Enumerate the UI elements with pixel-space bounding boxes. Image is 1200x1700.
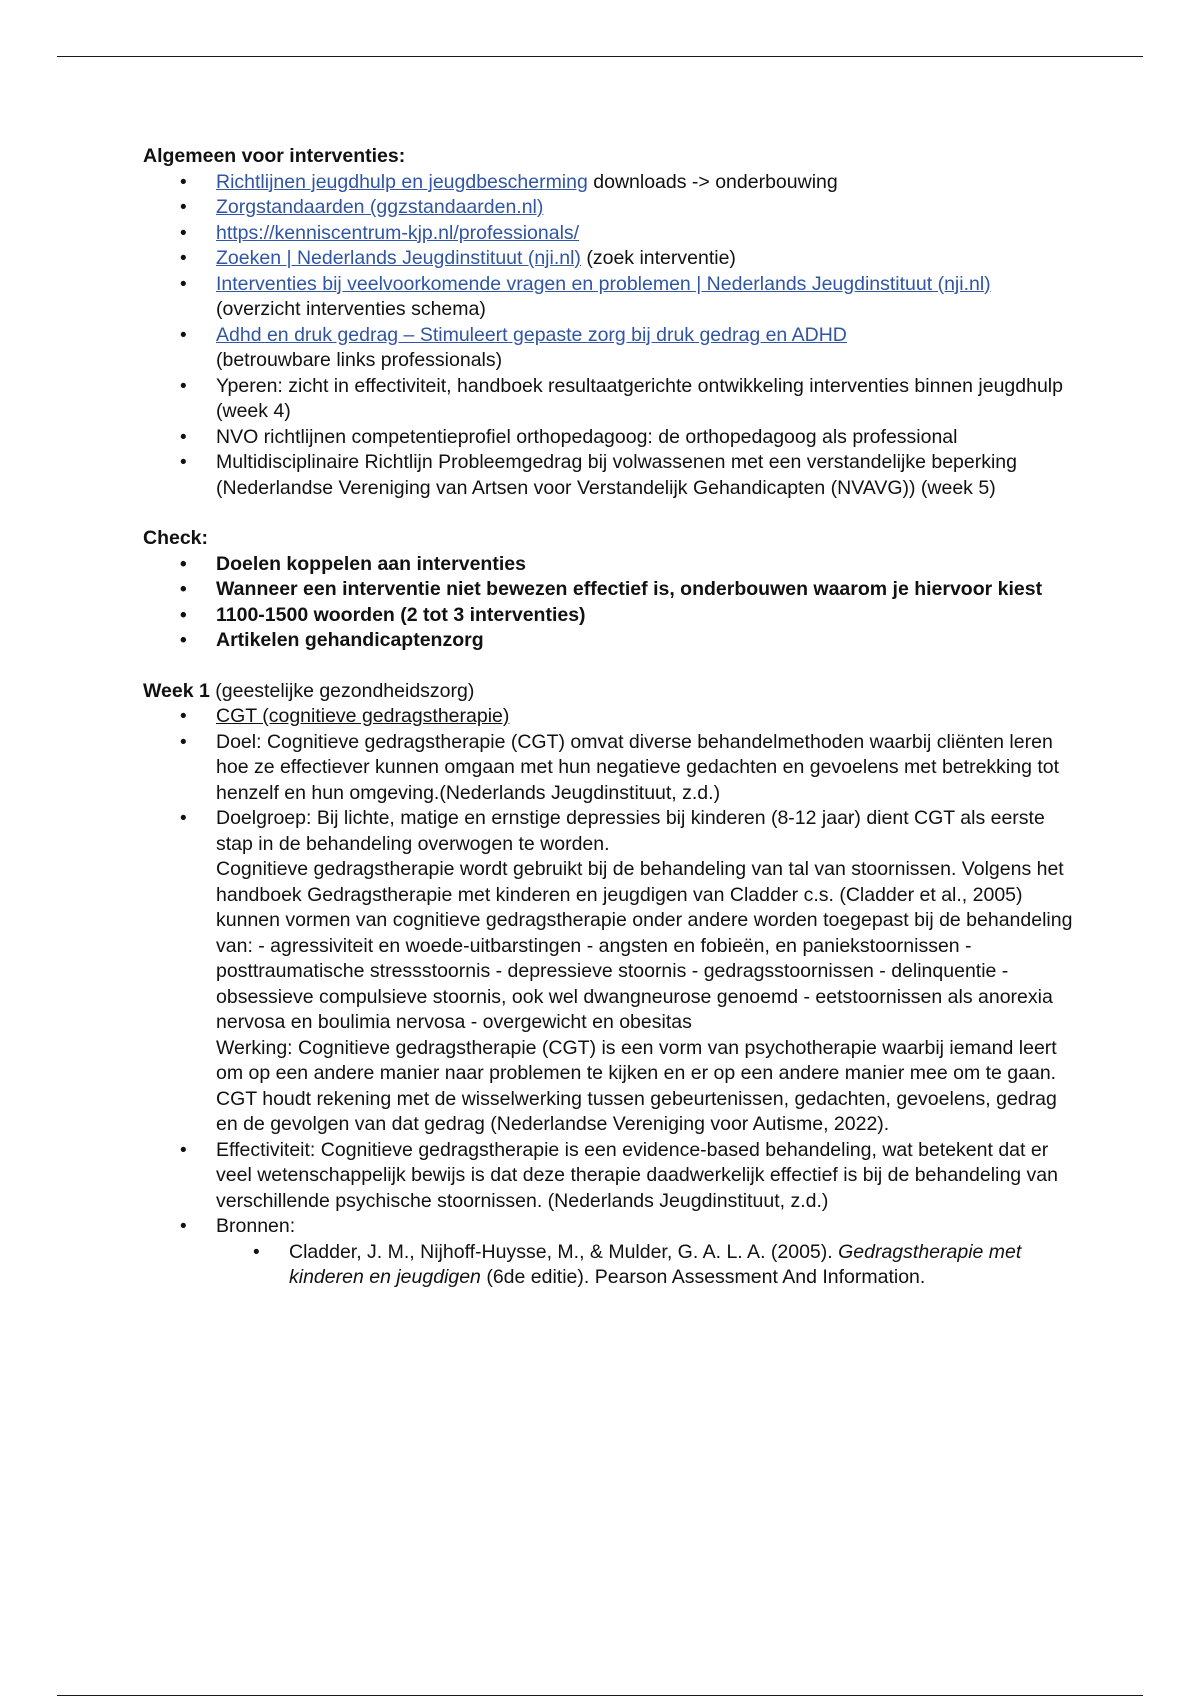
list-item [143, 374, 1073, 425]
bronnen-label: Bronnen: [216, 1215, 296, 1237]
doel-text: Doel: Cognitieve gedragstherapie (CGT) omvat diverse behandelmethoden waarbij cliënten leren hoe ze effectiever kunnen omgaan met hun negatieve gedachten en gevoelens met betrekking tot henzelf en hun omgeving.(Nederlands Jeugdinstituut, z.d.) [216, 730, 1060, 804]
cgt-title: CGT (cognitieve gedragstherapie) [216, 705, 510, 727]
list-item-text: (overzicht interventies schema) [216, 298, 486, 320]
list-item: • Wanneer een interventie niet bewezen effectief is, onderbouwen waarom je hiervoor kiest [143, 577, 1073, 603]
ref-publisher: (6de editie). Pearson Assessment And Information. [480, 1266, 926, 1288]
list-item [143, 221, 1073, 247]
list-item-text: Multidisciplinaire Richtlijn Probleemgedrag bij volwassenen met een verstandelijke beperking (Nederlandse Vereniging van Artsen voor Verstandelijk Gehandicapten (NVAVG)) (week 5) [216, 451, 1017, 499]
list-item [143, 806, 1073, 1138]
list-item [143, 450, 1073, 501]
list-item [143, 704, 1073, 730]
link-richtlijnen[interactable]: Richtlijnen jeugdhulp en jeugdbescherming [216, 170, 588, 193]
section-heading-check: Check: [143, 527, 209, 549]
link-nji-zoeken[interactable]: Zoeken | Nederlands Jeugdinstituut (nji.nl) [216, 247, 581, 269]
list-item [143, 425, 1073, 451]
week-label: Week 1 [143, 679, 210, 702]
list-item [143, 730, 1073, 807]
list-item [143, 246, 1073, 272]
list-item [143, 323, 1073, 374]
list-item-text: downloads -> onderbouwing [587, 170, 838, 193]
top-rule [57, 56, 1143, 57]
section-heading-week1 [143, 679, 1073, 705]
effectiviteit-text: Effectiviteit: Cognitieve gedragstherapie is een evidence-based behandeling, wat betekent dat er veel wetenschappelijk bewijs is dat deze therapie daadwerkelijk effectief is bij de behandeling van verschillende psychische stoornissen. (Nederlands Jeugdinstituut, z.d.) [216, 1138, 1058, 1212]
section-heading-algemeen: Algemeen voor interventies: [143, 145, 406, 167]
list-item [143, 1214, 1073, 1291]
list-item: • Doelen koppelen aan interventies [143, 552, 1073, 578]
doelgroep-text: • Doelgroep: Bij lichte, matige en ernstige depressies bij kinderen (8-12 jaar) dient CGT als eerste stap in de behandeling overwogen te worden. [216, 807, 1045, 855]
reference-item [216, 1240, 1073, 1291]
list-item-text: (zoek interventie) [580, 247, 736, 269]
link-zorgstandaarden[interactable]: Zorgstandaarden (ggzstandaarden.nl) [216, 196, 544, 218]
doelgroep-extra-text: Cognitieve gedragstherapie wordt gebruikt bij de behandeling van tal van stoornissen. Volgens het handboek Gedragstherapie met kinderen en jeugdigen van Cladder c.s. (Cladder et al., 2005) kunnen vormen van cognitieve gedragstherapie onder andere worden toegepast bij de behandeling van: - agressiviteit en woede-uitbarstingen - angsten en fobieën, en paniekstoornissen - posttraumatische stressstoornis - depressieve stoornis - gedragsstoornissen - delinquentie - obsessieve compulsieve stoornis, ook wel dwangneurose genoemd - eetstoornissen als anorexia nervosa en boulimia nervosa - overgewicht en obesitas [216, 858, 1073, 1033]
algemeen-list [143, 170, 1073, 502]
document-body [143, 144, 1073, 1291]
bottom-rule [57, 1695, 1143, 1696]
list-item [143, 272, 1073, 323]
ref-authors: Cladder, J. M., Nijhoff-Huysse, M., & Mulder, G. A. L. A. (2005). [289, 1240, 839, 1263]
werking-text: Werking: Cognitieve gedragstherapie (CGT) is een vorm van psychotherapie waarbij iemand leert om op een andere manier naar problemen te kijken en er op een andere manier mee om te gaan. CGT houdt rekening met de wisselwerking tussen gebeurtenissen, gedachten, gevoelens, gedrag en de gevolgen van dat gedrag (Nederlandse Vereniging voor Autisme, 2022). [216, 1036, 1057, 1135]
spacer [143, 501, 1073, 526]
list-item [143, 1138, 1073, 1215]
spacer [143, 654, 1073, 679]
list-item-text: (betrouwbare links professionals) [216, 349, 503, 371]
link-adhd[interactable]: Adhd en druk gedrag – Stimuleert gepaste zorg bij druk gedrag en ADHD [216, 323, 847, 346]
list-item [143, 170, 1073, 196]
list-item-text: NVO richtlijnen competentieprofiel orthopedagoog: de orthopedagoog als professional [216, 425, 958, 448]
link-nji-interventies[interactable]: Interventies bij veelvoorkomende vragen en problemen | Nederlands Jeugdinstituut (nji.nl) [216, 272, 991, 295]
week-subtitle: (geestelijke gezondheidszorg) [209, 679, 475, 702]
list-item [143, 195, 1073, 221]
bronnen-list [216, 1240, 1073, 1291]
check-list [143, 552, 1073, 654]
ref-title: Gedragstherapie met kinderen en jeugdigen [289, 1240, 1022, 1288]
list-item: • 1100-1500 woorden (2 tot 3 interventies) [143, 603, 1073, 629]
link-kenniscentrum[interactable]: https://kenniscentrum-kjp.nl/professionals/ [216, 221, 580, 244]
week1-list [143, 704, 1073, 1291]
list-item-text: Yperen: zicht in effectiviteit, handboek resultaatgerichte ontwikkeling interventies binnen jeugdhulp (week 4) [216, 374, 1063, 422]
list-item: • Artikelen gehandicaptenzorg [143, 628, 1073, 654]
